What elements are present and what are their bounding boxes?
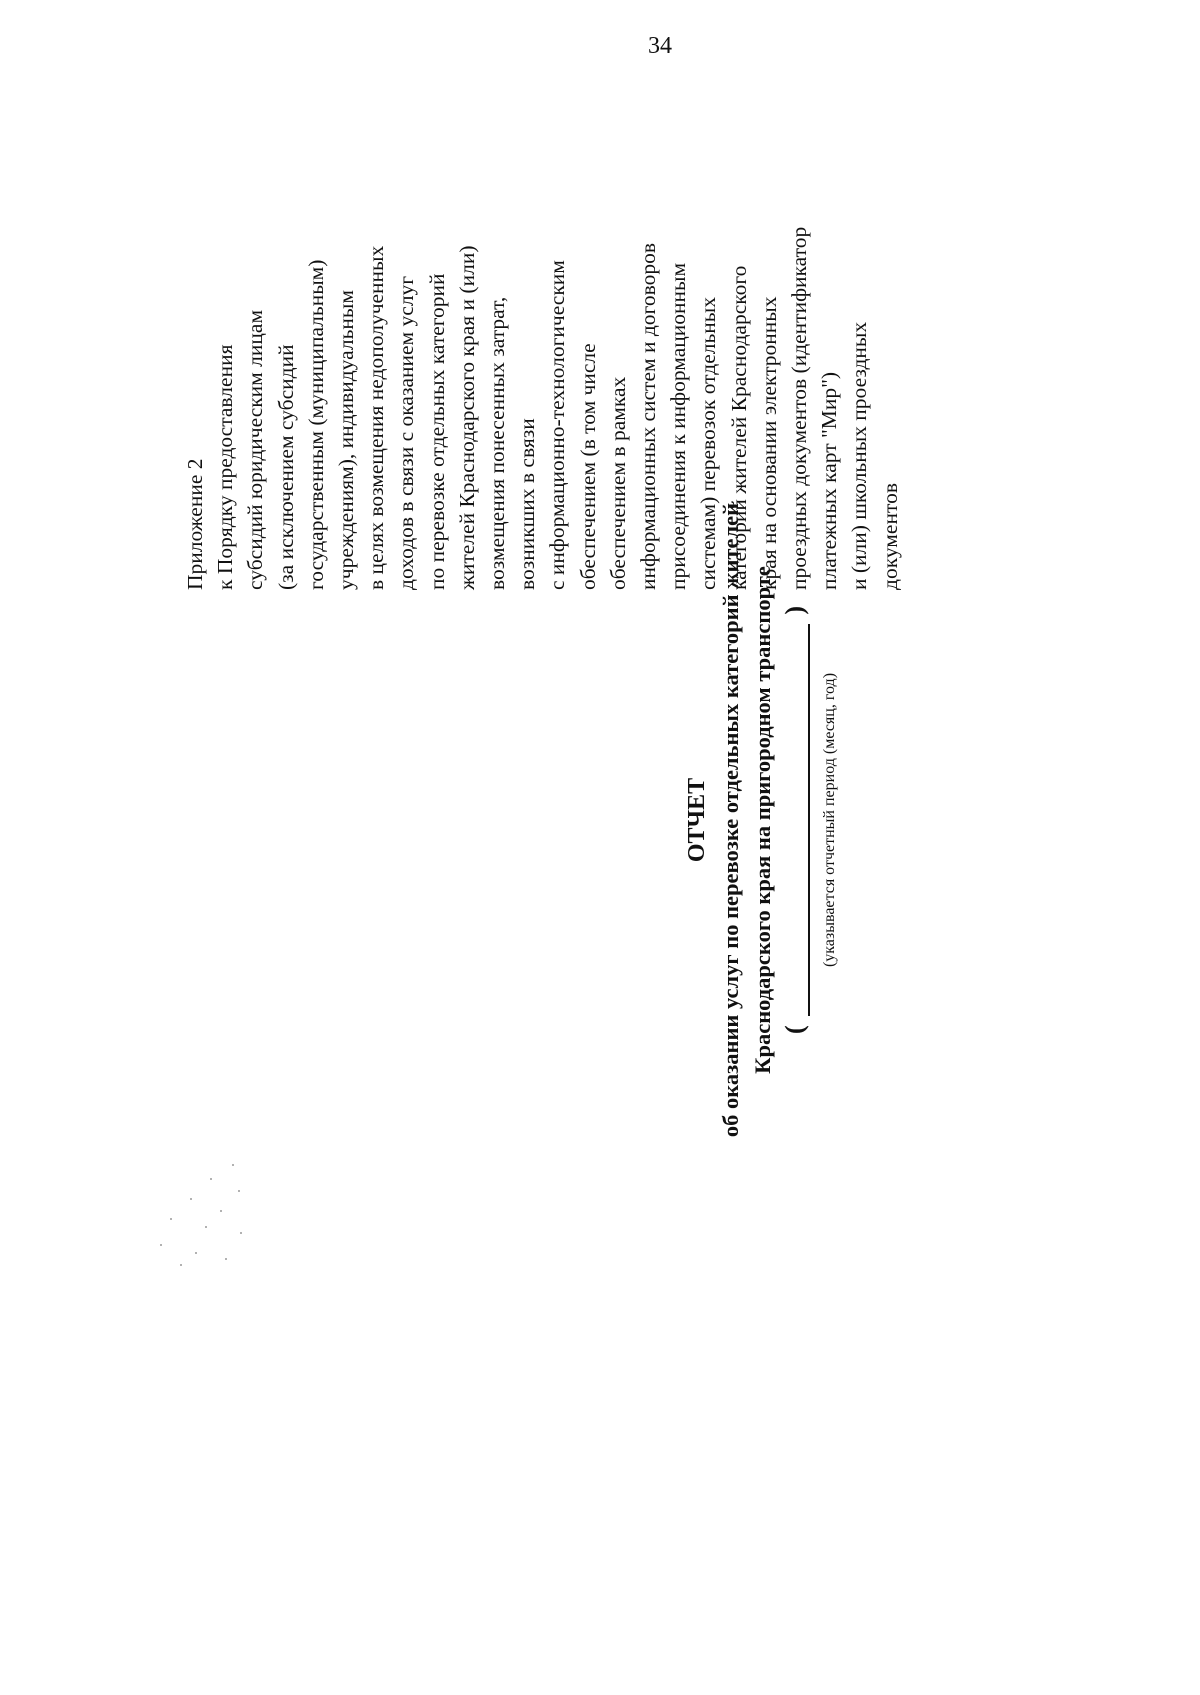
report-subtitle <box>715 270 779 1370</box>
report-title: ОТЧЕТ <box>684 777 710 863</box>
period-underline <box>808 624 810 1016</box>
appendix-line: платежных карт "Мир") <box>817 371 842 590</box>
appendix-line: возникших в связи <box>515 418 540 590</box>
appendix-line: присоединения к информационным <box>666 262 691 590</box>
report-subtitle-line-2: Краснодарского края на пригородном транспорте <box>750 566 775 1074</box>
period-hint: (указывается отчетный период (месяц, год) <box>821 672 838 968</box>
appendix-line: государственным (муниципальным) <box>303 259 328 590</box>
appendix-line: с информационно-технологическим <box>545 260 570 590</box>
appendix-line: Приложение 2 <box>183 458 207 590</box>
appendix-header-block <box>180 90 905 590</box>
appendix-line: информационных систем и договоров <box>636 243 661 590</box>
report-subtitle-line-1: об оказании услуг по перевозке отдельных категорий жителей <box>718 502 743 1138</box>
appendix-line: обеспечением в рамках <box>605 376 630 590</box>
appendix-line: к Порядку предоставления <box>213 344 238 590</box>
period-close-paren: ) <box>780 606 809 615</box>
rotated-page-content <box>183 90 940 1370</box>
appendix-line: проездных документов (идентификатор <box>787 226 812 590</box>
period-open-paren: ( <box>780 1025 809 1034</box>
reporting-period-field[interactable] <box>780 606 816 1034</box>
scan-noise-specks <box>150 1160 250 1270</box>
appendix-line: категорий жителей Краснодарского <box>726 265 751 590</box>
appendix-line: субсидий юридическим лицам <box>243 309 268 590</box>
appendix-line: обеспечением (в том числе <box>575 343 600 590</box>
appendix-line: в целях возмещения недополученных <box>364 245 389 590</box>
appendix-line: жителей Краснодарского края и (или) <box>454 245 479 590</box>
appendix-line: документов <box>877 483 902 590</box>
appendix-line: края на основании электронных <box>756 296 781 590</box>
appendix-line: системам) перевозок отдельных <box>696 296 721 590</box>
appendix-line: доходов в связи с оказанием услуг <box>394 275 419 590</box>
page-number: 34 <box>648 33 672 59</box>
appendix-line: возмещения понесенных затрат, <box>485 296 510 590</box>
appendix-line: учреждениям), индивидуальным <box>334 290 359 590</box>
appendix-line: (за исключением субсидий <box>273 344 298 590</box>
appendix-line: по перевозке отдельных категорий <box>424 273 449 590</box>
appendix-line: и (или) школьных проездных <box>847 321 872 590</box>
